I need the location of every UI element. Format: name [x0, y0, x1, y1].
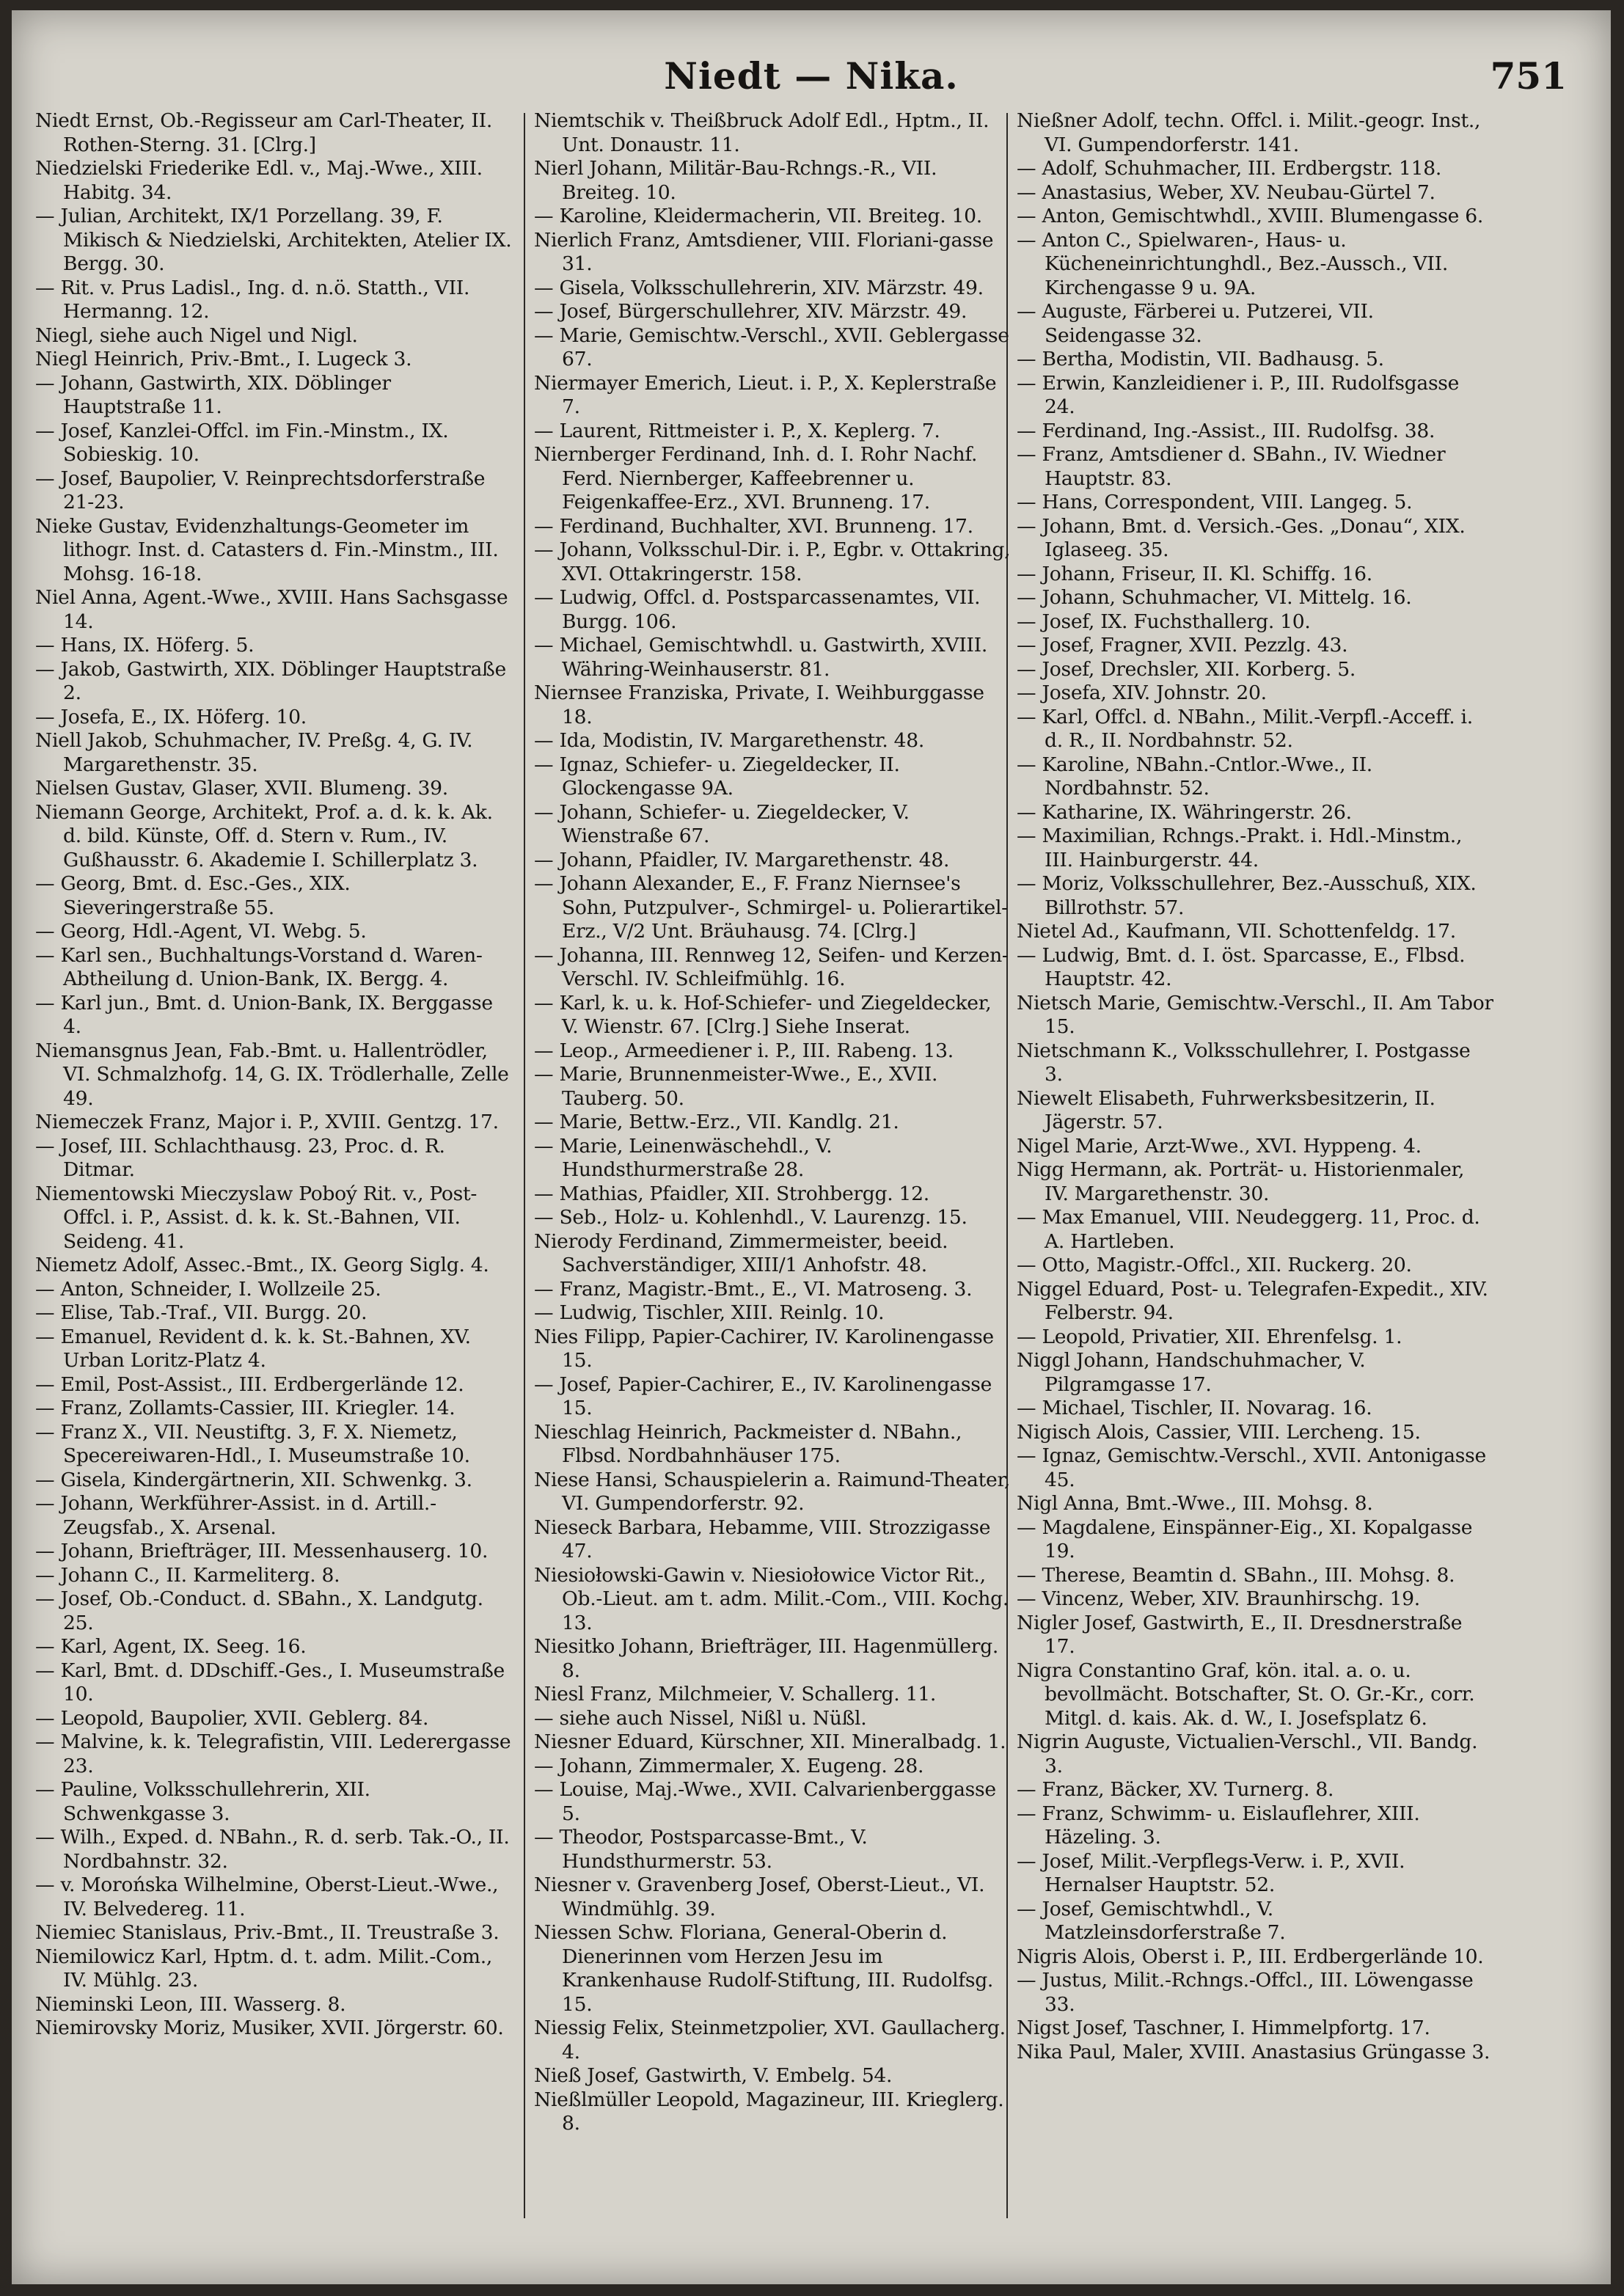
directory-entry: Nigler Josef, Gastwirth, E., II. Dresdnerstraße 17. [1017, 1611, 1463, 1658]
directory-entry: Nieß Josef, Gastwirth, V. Embelg. 54. [534, 2064, 893, 2087]
directory-entry: — Franz, Zollamts-Cassier, III. Kriegler. 14. [35, 1397, 456, 1419]
directory-entry: — Georg, Bmt. d. Esc.-Ges., XIX. Sieveringerstraße 55. [35, 872, 351, 919]
directory-entry: — Josef, Papier-Cachirer, E., IV. Karolinengasse 15. [534, 1372, 992, 1419]
directory-entry: — Adolf, Schuhmacher, III. Erdbergstr. 118. [1017, 157, 1442, 180]
directory-entry: — Julian, Architekt, IX/1 Porzellang. 39, F. Mikisch & Niedzielski, Architekten, Atelier IX. Bergg. 30. [35, 205, 512, 275]
directory-entry: — Moriz, Volksschullehrer, Bez.-Ausschuß, XIX. Billrothstr. 57. [1017, 872, 1477, 919]
directory-entry: — Gisela, Volksschullehrerin, XIV. Märzstr. 49. [534, 276, 984, 299]
directory-entry: Nigrin Auguste, Victualien-Verschl., VII. Bandg. 3. [1017, 1730, 1478, 1777]
directory-entry: Niemann George, Architekt, Prof. a. d. k. k. Ak. d. bild. Künste, Off. d. Stern v. Rum., IV. Gußhausstr. 6. Akademie I. Schillerplatz 3. [35, 800, 493, 871]
directory-entry: — Josef, Baupolier, V. Reinprechtsdorferstraße 21-23. [35, 467, 486, 513]
column-2 [534, 109, 1011, 2266]
directory-entry: — Franz, Amtsdiener d. SBahn., IV. Wiedner Hauptstr. 83. [1017, 443, 1446, 490]
directory-entry: Niese Hansi, Schauspielerin a. Raimund-Theater, VI. Gumpendorferstr. 92. [534, 1468, 1011, 1515]
directory-entry: — Leopold, Privatier, XII. Ehrenfelsg. 1. [1017, 1325, 1402, 1348]
directory-entry: — Josef, Ob.-Conduct. d. SBahn., X. Landgutg. 25. [35, 1587, 483, 1634]
directory-entry: — Josef, III. Schlachthausg. 23, Proc. d. R. Ditmar. [35, 1134, 445, 1181]
column-divider [524, 113, 525, 2218]
directory-entry: Niell Jakob, Schuhmacher, IV. Preßg. 4, G. IV. Margarethenstr. 35. [35, 729, 473, 776]
directory-entry: — Therese, Beamtin d. SBahn., III. Mohsg. 8. [1017, 1563, 1455, 1587]
directory-entry: Nigisch Alois, Cassier, VIII. Lercheng. 15. [1017, 1420, 1421, 1444]
page-header [12, 54, 1611, 113]
directory-entry: — Gisela, Kindergärtnerin, XII. Schwenkg. 3. [35, 1468, 472, 1491]
directory-entry: — Johanna, III. Rennweg 12, Seifen- und Kerzen-Verschl. IV. Schleifmühlg. 16. [534, 943, 1009, 990]
directory-entry: Niesl Franz, Milchmeier, V. Schallerg. 11. [534, 1683, 936, 1705]
directory-entry: — Erwin, Kanzleidiener i. P., III. Rudolfsgasse 24. [1017, 371, 1460, 418]
directory-entry: — Ignaz, Schiefer- u. Ziegeldecker, II. Glockengasse 9A. [534, 753, 900, 800]
directory-entry: Niesitko Johann, Briefträger, III. Hagenmüllerg. 8. [534, 1635, 999, 1682]
directory-entry: Niesner Eduard, Kürschner, XII. Mineralbadg. 1. [534, 1730, 1006, 1753]
directory-entry: — Leopold, Baupolier, XVII. Geblerg. 84. [35, 1706, 429, 1730]
directory-entry: Niementowski Mieczyslaw Poboý Rit. v., Post-Offcl. i. P., Assist. d. k. k. St.-Bahnen, VII. Seideng. 41. [35, 1182, 478, 1253]
directory-entry: Nierody Ferdinand, Zimmermeister, beeid. Sachverständiger, XIII/1 Anhofstr. 48. [534, 1229, 948, 1276]
directory-entry: Niessig Felix, Steinmetzpolier, XVI. Gaullacherg. 4. [534, 2017, 1006, 2063]
directory-entry: Niewelt Elisabeth, Fuhrwerksbesitzerin, II. Jägerstr. 57. [1017, 1086, 1435, 1133]
directory-entry: Niegl, siehe auch Nigel und Nigl. [35, 323, 358, 347]
directory-entry: — Johann, Zimmermaler, X. Eugeng. 28. [534, 1754, 924, 1777]
directory-entry: Niesiołowski-Gawin v. Niesiołowice Victor Rit., Ob.-Lieut. am t. adm. Milit.-Com., VIII. Kochg. 13. [534, 1563, 1009, 1634]
directory-entry: — Rit. v. Prus Ladisl., Ing. d. n.ö. Statth., VII. Hermanng. 12. [35, 276, 470, 323]
directory-entry: — Vincenz, Weber, XIV. Braunhirschg. 19. [1017, 1587, 1420, 1610]
directory-entry: Nieminski Leon, III. Wasserg. 8. [35, 1992, 346, 2016]
directory-entry: — Josef, Fragner, XVII. Pezzlg. 43. [1017, 634, 1348, 657]
directory-entry: — Otto, Magistr.-Offcl., XII. Ruckerg. 20. [1017, 1254, 1412, 1276]
column-1 [35, 109, 516, 2266]
directory-entry: Niemetz Adolf, Assec.-Bmt., IX. Georg Siglg. 4. [35, 1254, 489, 1276]
directory-entry: — Hans, Correspondent, VIII. Langeg. 5. [1017, 491, 1413, 513]
directory-entry: Niemeczek Franz, Major i. P., XVIII. Gentzg. 17. [35, 1111, 499, 1133]
directory-entry: — Hans, IX. Höferg. 5. [35, 634, 255, 657]
directory-entry: — Ludwig, Tischler, XIII. Reinlg. 10. [534, 1301, 885, 1324]
directory-entry: — Emanuel, Revident d. k. k. St.-Bahnen, XV. Urban Loritz-Platz 4. [35, 1325, 471, 1372]
directory-entry: — Karl, k. u. k. Hof-Schiefer- und Ziegeldecker, V. Wienstr. 67. [Clrg.] Siehe Inserat. [534, 991, 992, 1038]
directory-entry: — Josef, Kanzlei-Offcl. im Fin.-Minstm., IX. Sobieskig. 10. [35, 419, 449, 466]
directory-entry: — Johann, Gastwirth, XIX. Döblinger Hauptstraße 11. [35, 371, 391, 418]
directory-entry: — Josefa, E., IX. Höferg. 10. [35, 705, 307, 728]
directory-entry: Niemirovsky Moriz, Musiker, XVII. Jörgerstr. 60. [35, 2017, 504, 2039]
directory-entry: — Johann, Pfaidler, IV. Margarethenstr. 48. [534, 848, 950, 871]
directory-entry: — Anastasius, Weber, XV. Neubau-Gürtel 7. [1017, 180, 1435, 204]
directory-entry: — Josef, Milit.-Verpflegs-Verw. i. P., XVII. Hernalser Hauptstr. 52. [1017, 1849, 1405, 1896]
directory-entry: — Michael, Tischler, II. Novarag. 16. [1017, 1397, 1372, 1419]
directory-entry: — Franz, Schwimm- u. Eislauflehrer, XIII. Häzeling. 3. [1017, 1802, 1420, 1849]
directory-entry: Nigel Marie, Arzt-Wwe., XVI. Hyppeng. 4. [1017, 1134, 1422, 1158]
directory-entry: — Maximilian, Rchngs.-Prakt. i. Hdl.-Minstm., III. Hainburgerstr. 44. [1017, 825, 1463, 871]
directory-entry: — Ferdinand, Ing.-Assist., III. Rudolfsg. 38. [1017, 419, 1435, 442]
directory-entry: — Ignaz, Gemischtw.-Verschl., XVII. Antonigasse 45. [1017, 1444, 1486, 1491]
directory-entry: — Anton, Gemischtwhdl., XVIII. Blumengasse 6. [1017, 205, 1484, 227]
directory-entry: — Marie, Brunnenmeister-Wwe., E., XVII. Tauberg. 50. [534, 1063, 938, 1110]
page-number: 751 [1490, 54, 1567, 98]
directory-entry: Niermayer Emerich, Lieut. i. P., X. Keplerstraße 7. [534, 371, 997, 418]
directory-entry: — Georg, Hdl.-Agent, VI. Webg. 5. [35, 920, 367, 943]
directory-entry: — Pauline, Volksschullehrerin, XII. Schwenkgasse 3. [35, 1778, 370, 1825]
directory-entry: — v. Morońska Wilhelmine, Oberst-Lieut.-Wwe., IV. Belvedereg. 11. [35, 1873, 499, 1920]
directory-entry: — Ferdinand, Buchhalter, XVI. Brunneng. 17. [534, 514, 973, 538]
directory-entry: Nies Filipp, Papier-Cachirer, IV. Karolinengasse 15. [534, 1325, 994, 1372]
directory-entry: — Anton C., Spielwaren-, Haus- u. Kücheneinrichtunghdl., Bez.-Aussch., VII. Kirchengasse 9 u. 9A. [1017, 228, 1448, 299]
directory-entry: — Franz X., VII. Neustiftg. 3, F. X. Niemetz, Specereiwaren-Hdl., I. Museumstraße 10. [35, 1420, 470, 1467]
directory-entry: — Jakob, Gastwirth, XIX. Döblinger Hauptstraße 2. [35, 657, 506, 704]
directory-entry: Niggel Eduard, Post- u. Telegrafen-Expedit., XIV. Felberstr. 94. [1017, 1277, 1488, 1324]
directory-entry: Niesner v. Gravenberg Josef, Oberst-Lieut., VI. Windmühlg. 39. [534, 1873, 985, 1920]
directory-entry: — Marie, Gemischtw.-Verschl., XVII. Geblergasse 67. [534, 323, 1009, 370]
directory-entry: Nieschlag Heinrich, Packmeister d. NBahn., Flbsd. Nordbahnhäuser 175. [534, 1420, 962, 1467]
directory-entry: Niggl Johann, Handschuhmacher, V. Pilgramgasse 17. [1017, 1349, 1366, 1396]
directory-entry: Niedt Ernst, Ob.-Regisseur am Carl-Theater, II. Rothen-Sterng. 31. [Clrg.] [35, 109, 492, 156]
directory-entry: Nieke Gustav, Evidenzhaltungs-Geometer im lithogr. Inst. d. Catasters d. Fin.-Minstm., III. Mohsg. 16-18. [35, 514, 499, 585]
directory-entry: — Johann, Briefträger, III. Messenhauserg. 10. [35, 1540, 489, 1562]
directory-entry: — Karoline, NBahn.-Cntlor.-Wwe., II. Nordbahnstr. 52. [1017, 753, 1372, 800]
directory-entry: Niemiec Stanislaus, Priv.-Bmt., II. Treustraße 3. [35, 1921, 500, 1944]
directory-entry: Niegl Heinrich, Priv.-Bmt., I. Lugeck 3. [35, 348, 412, 370]
directory-entry: Nigris Alois, Oberst i. P., III. Erdbergerlände 10. [1017, 1945, 1484, 1968]
directory-entry: Nietel Ad., Kaufmann, VII. Schottenfeldg. 17. [1017, 920, 1456, 943]
directory-entry: — Elise, Tab.-Traf., VII. Burgg. 20. [35, 1301, 367, 1324]
directory-entry: — Johann C., II. Karmeliterg. 8. [35, 1563, 340, 1587]
directory-entry: — Katharine, IX. Währingerstr. 26. [1017, 800, 1352, 824]
directory-entry: Niessen Schw. Floriana, General-Oberin d. Dienerinnen vom Herzen Jesu im Krankenhause Rudolf-Stiftung, III. Rudolfsg. 15. [534, 1921, 994, 2016]
directory-entry: Nietsch Marie, Gemischtw.-Verschl., II. Am Tabor 15. [1017, 991, 1493, 1038]
directory-entry: — Josef, Bürgerschullehrer, XIV. Märzstr. 49. [534, 300, 968, 323]
directory-entry: Nigst Josef, Taschner, I. Himmelpfortg. 17. [1017, 2017, 1430, 2039]
directory-entry: Niel Anna, Agent.-Wwe., XVIII. Hans Sachsgasse 14. [35, 586, 508, 633]
directory-entry: — Josef, Gemischtwhdl., V. Matzleinsdorferstraße 7. [1017, 1897, 1286, 1944]
directory-entry: — Karl, Bmt. d. DDschiff.-Ges., I. Museumstraße 10. [35, 1659, 505, 1705]
directory-entry: — Josef, IX. Fuchsthallerg. 10. [1017, 610, 1311, 633]
directory-entry: Nigg Hermann, ak. Porträt- u. Historienmaler, IV. Margarethenstr. 30. [1017, 1158, 1465, 1205]
directory-entry: Niernsee Franziska, Private, I. Weihburggasse 18. [534, 681, 984, 728]
directory-entry: Niemansgnus Jean, Fab.-Bmt. u. Hallentrödler, VI. Schmalzhofg. 14, G. IX. Trödlerhalle, Zelle 49. [35, 1039, 509, 1110]
directory-entry: — Magdalene, Einspänner-Eig., XI. Kopalgasse 19. [1017, 1516, 1473, 1562]
directory-entry: — Johann, Volksschul-Dir. i. P., Egbr. v. Ottakring, XVI. Ottakringerstr. 158. [534, 538, 1011, 585]
directory-entry: Niedzielski Friederike Edl. v., Maj.-Wwe., XIII. Habitg. 34. [35, 157, 483, 204]
directory-entry: Nietschmann K., Volksschullehrer, I. Postgasse 3. [1017, 1039, 1471, 1086]
directory-page [12, 10, 1611, 2284]
directory-entry: — Josefa, XIV. Johnstr. 20. [1017, 681, 1267, 704]
directory-entry: — Malvine, k. k. Telegrafistin, VIII. Lederergasse 23. [35, 1730, 511, 1777]
directory-entry: — Anton, Schneider, I. Wollzeile 25. [35, 1277, 381, 1301]
directory-entry: — Johann, Bmt. d. Versich.-Ges. „Donau“, XIX. Iglaseeg. 35. [1017, 514, 1466, 561]
directory-entry: Niernberger Ferdinand, Inh. d. I. Rohr Nachf. Ferd. Niernberger, Kaffeebrenner u. Feigenkaffee-Erz., XVI. Brunneng. 17. [534, 443, 978, 513]
directory-entry: — Auguste, Färberei u. Putzerei, VII. Seidengasse 32. [1017, 300, 1374, 347]
directory-entry: — Johann, Schuhmacher, VI. Mittelg. 16. [1017, 586, 1412, 609]
directory-entry: — Johann, Werkführer-Assist. in d. Artill.-Zeugsfab., X. Arsenal. [35, 1492, 436, 1539]
directory-entry: — Theodor, Postsparcasse-Bmt., V. Hundsthurmerstr. 53. [534, 1826, 868, 1873]
directory-entry: — Marie, Bettw.-Erz., VII. Kandlg. 21. [534, 1111, 899, 1133]
page-title: Niedt — Nika. [664, 54, 959, 98]
directory-entry: — Michael, Gemischtwhdl. u. Gastwirth, XVIII. Währing-Weinhauserstr. 81. [534, 634, 987, 681]
directory-entry: Niemtschik v. Theißbruck Adolf Edl., Hptm., II. Unt. Donaustr. 11. [534, 109, 990, 156]
directory-entry: — Karoline, Kleidermacherin, VII. Breiteg. 10. [534, 205, 982, 227]
directory-entry: — siehe auch Nissel, Nißl u. Nüßl. [534, 1706, 867, 1730]
directory-entry: — Emil, Post-Assist., III. Erdbergerlände 12. [35, 1372, 464, 1396]
column-3 [1017, 109, 1493, 2266]
directory-entry: — Laurent, Rittmeister i. P., X. Keplerg. 7. [534, 419, 940, 442]
directory-entry: — Franz, Magistr.-Bmt., E., VI. Matroseng. 3. [534, 1277, 973, 1301]
directory-entry: Nielsen Gustav, Glaser, XVII. Blumeng. 39. [35, 777, 448, 800]
directory-entry: Nika Paul, Maler, XVIII. Anastasius Grüngasse 3. [1017, 2040, 1491, 2063]
directory-entry: — Franz, Bäcker, XV. Turnerg. 8. [1017, 1778, 1334, 1801]
directory-entry: — Johann, Friseur, II. Kl. Schiffg. 16. [1017, 562, 1372, 585]
directory-entry: — Seb., Holz- u. Kohlenhdl., V. Laurenzg. 15. [534, 1206, 968, 1229]
directory-entry: Niemilowicz Karl, Hptm. d. t. adm. Milit.-Com., IV. Mühlg. 23. [35, 1945, 493, 1992]
directory-entry: — Marie, Leinenwäschehdl., V. Hundsthurmerstraße 28. [534, 1134, 833, 1181]
directory-entry: — Mathias, Pfaidler, XII. Strohbergg. 12. [534, 1182, 929, 1205]
directory-entry: — Karl sen., Buchhaltungs-Vorstand d. Waren-Abtheilung d. Union-Bank, IX. Bergg. 4. [35, 943, 483, 990]
directory-entry: — Karl jun., Bmt. d. Union-Bank, IX. Berggasse 4. [35, 991, 493, 1038]
directory-entry: — Johann Alexander, E., F. Franz Niernsee's Sohn, Putzpulver-, Schmirgel- u. Polierartikel-Erz., V/2 Unt. Bräuhausg. 74. [Clrg.] [534, 872, 1008, 943]
directory-entry: — Ludwig, Bmt. d. I. öst. Sparcasse, E., Flbsd. Hauptstr. 42. [1017, 943, 1466, 990]
directory-entry: — Bertha, Modistin, VII. Badhausg. 5. [1017, 348, 1384, 370]
directory-entry: — Karl, Agent, IX. Seeg. 16. [35, 1635, 307, 1658]
directory-entry: — Karl, Offcl. d. NBahn., Milit.-Verpfl.-Acceff. i. d. R., II. Nordbahnstr. 52. [1017, 705, 1473, 752]
directory-entry: — Louise, Maj.-Wwe., XVII. Calvarienberggasse 5. [534, 1778, 996, 1825]
directory-entry: Nigl Anna, Bmt.-Wwe., III. Mohsg. 8. [1017, 1492, 1373, 1515]
directory-entry: Nierl Johann, Militär-Bau-Rchngs.-R., VII. Breiteg. 10. [534, 157, 937, 204]
directory-entry: — Justus, Milit.-Rchngs.-Offcl., III. Löwengasse 33. [1017, 1969, 1474, 2016]
directory-entry: — Leop., Armeediener i. P., III. Rabeng. 13. [534, 1039, 954, 1062]
directory-entry: — Johann, Schiefer- u. Ziegeldecker, V. Wienstraße 67. [534, 800, 910, 847]
directory-entry: — Max Emanuel, VIII. Neudeggerg. 11, Proc. d. A. Hartleben. [1017, 1206, 1480, 1253]
directory-entry: — Ludwig, Offcl. d. Postsparcassenamtes, VII. Burgg. 106. [534, 586, 981, 633]
directory-entry: Nießner Adolf, techn. Offcl. i. Milit.-geogr. Inst., VI. Gumpendorferstr. 141. [1017, 109, 1481, 156]
directory-entry: Nieseck Barbara, Hebamme, VIII. Strozzigasse 47. [534, 1516, 991, 1562]
directory-entry: Nierlich Franz, Amtsdiener, VIII. Floriani-gasse 31. [534, 228, 994, 275]
directory-entry: Nießlmüller Leopold, Magazineur, III. Krieglerg. 8. [534, 2088, 1004, 2135]
directory-entry: Nigra Constantino Graf, kön. ital. a. o. u. bevollmächt. Botschafter, St. O. Gr.-Kr., corr. Mitgl. d. kais. Ak. d. W., I. Josefsplatz 6. [1017, 1659, 1475, 1730]
directory-entry: — Wilh., Exped. d. NBahn., R. d. serb. Tak.-O., II. Nordbahnstr. 32. [35, 1826, 510, 1873]
directory-entry: — Josef, Drechsler, XII. Korberg. 5. [1017, 657, 1356, 681]
directory-entry: — Ida, Modistin, IV. Margarethenstr. 48. [534, 729, 925, 752]
